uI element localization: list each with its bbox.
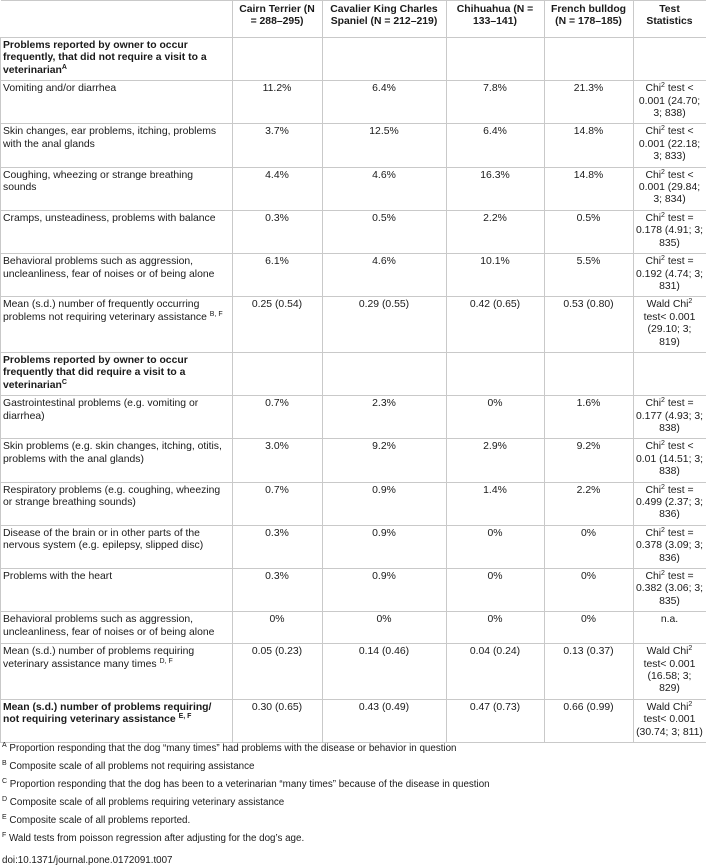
value-cell: 16.3% bbox=[447, 167, 545, 210]
footnote bbox=[2, 761, 706, 773]
section-label-text: Problems reported by owner to occur frequently that did require a visit to a veterinarian bbox=[3, 355, 188, 391]
test-result: test = 0.178 (4.91; 3; 835) bbox=[636, 213, 703, 249]
footnote-text: Proportion responding that the dog “many times” had problems with the disease or behavior in question bbox=[9, 743, 456, 754]
value-cell: 6.1% bbox=[233, 254, 323, 297]
superscript-two: 2 bbox=[661, 125, 665, 132]
value-cell: 1.6% bbox=[545, 396, 634, 439]
test-statistic-cell bbox=[634, 396, 706, 439]
value-cell: 0.5% bbox=[545, 210, 634, 253]
value-cell: 0.05 (0.23) bbox=[233, 644, 323, 700]
footnote-text: Composite scale of all problems not requiring assistance bbox=[9, 761, 254, 772]
test-statistic-cell bbox=[634, 644, 706, 700]
section-label bbox=[1, 38, 233, 81]
section-row bbox=[1, 352, 706, 395]
footnote-marker: C bbox=[62, 379, 67, 386]
test-result: test = 0.177 (4.93; 3; 838) bbox=[636, 398, 703, 434]
value-cell: 0.13 (0.37) bbox=[545, 644, 634, 700]
test-name: Chi bbox=[645, 398, 661, 409]
superscript-two: 2 bbox=[688, 645, 692, 652]
table-body bbox=[1, 38, 706, 743]
test-statistic-cell bbox=[634, 81, 706, 124]
footnote-marker: E, F bbox=[179, 713, 192, 720]
superscript-two: 2 bbox=[661, 397, 665, 404]
test-statistic-cell bbox=[634, 167, 706, 210]
test-statistic-cell bbox=[634, 699, 706, 742]
row-label bbox=[1, 124, 233, 167]
row-label bbox=[1, 297, 233, 353]
value-cell: 0.14 (0.46) bbox=[323, 644, 447, 700]
superscript-two: 2 bbox=[661, 169, 665, 176]
value-cell: 0.3% bbox=[233, 210, 323, 253]
footnote-marker: B, F bbox=[210, 311, 223, 318]
row-label-text: Problems with the heart bbox=[3, 571, 112, 582]
row-label bbox=[1, 644, 233, 700]
value-cell: 12.5% bbox=[323, 124, 447, 167]
table-row bbox=[1, 644, 706, 700]
footnote-marker: A bbox=[62, 64, 67, 71]
row-label-text: Behavioral problems such as aggression, uncleanliness, fear of noises or of being alone bbox=[3, 256, 214, 279]
table-row bbox=[1, 210, 706, 253]
test-name: Chi bbox=[645, 83, 661, 94]
test-result: test< 0.001 (30.74; 3; 811) bbox=[636, 714, 703, 737]
row-label-text: Gastrointestinal problems (e.g. vomiting or diarrhea) bbox=[3, 398, 198, 421]
row-label-text: Disease of the brain or in other parts of the nervous system (e.g. epilepsy, slipped disc) bbox=[3, 528, 203, 551]
row-label bbox=[1, 612, 233, 644]
value-cell: 0% bbox=[447, 525, 545, 568]
table-row bbox=[1, 124, 706, 167]
superscript-two: 2 bbox=[661, 484, 665, 491]
value-cell: 0% bbox=[447, 612, 545, 644]
test-result: test = 0.192 (4.74; 3; 831) bbox=[636, 256, 703, 292]
value-cell: 7.8% bbox=[447, 81, 545, 124]
test-result: test < 0.01 (14.51; 3; 838) bbox=[636, 441, 703, 477]
test-name: Wald Chi bbox=[647, 646, 689, 657]
footnote-letter: D bbox=[2, 796, 7, 803]
row-label-text: Cramps, unsteadiness, problems with balance bbox=[3, 213, 216, 224]
table-row bbox=[1, 569, 706, 612]
section-label-text: Problems reported by owner to occur frequently, that did not require a visit to a veterinarian bbox=[3, 40, 207, 76]
footnote-letter: A bbox=[2, 742, 7, 749]
row-label bbox=[1, 439, 233, 482]
row-label bbox=[1, 167, 233, 210]
row-label-text: Skin problems (e.g. skin changes, itching, otitis, problems with the anal glands) bbox=[3, 441, 222, 464]
value-cell: 0% bbox=[545, 569, 634, 612]
row-label-text: Coughing, wheezing or strange breathing sounds bbox=[3, 170, 193, 193]
value-cell: 2.2% bbox=[447, 210, 545, 253]
row-label-text: Behavioral problems such as aggression, uncleanliness, fear of noises or of being alone bbox=[3, 614, 214, 637]
header-cell: Chihuahua (N = 133–141) bbox=[447, 1, 545, 38]
superscript-two: 2 bbox=[688, 298, 692, 305]
value-cell: 0% bbox=[447, 569, 545, 612]
value-cell: 0.43 (0.49) bbox=[323, 699, 447, 742]
footnote bbox=[2, 779, 706, 791]
test-statistic-cell bbox=[634, 124, 706, 167]
row-label-text: Mean (s.d.) number of problems requiring/ not requiring veterinary assistance bbox=[3, 702, 211, 725]
header-cell: French bulldog (N = 178–185) bbox=[545, 1, 634, 38]
value-cell: 0% bbox=[545, 525, 634, 568]
test-result: test < 0.001 (29.84; 3; 834) bbox=[639, 170, 700, 206]
test-statistic-cell bbox=[634, 525, 706, 568]
test-name: Chi bbox=[645, 441, 661, 452]
test-name: Chi bbox=[645, 213, 661, 224]
section-row bbox=[1, 38, 706, 81]
value-cell: 0.7% bbox=[233, 396, 323, 439]
test-statistic-cell bbox=[634, 482, 706, 525]
value-cell: 0% bbox=[447, 396, 545, 439]
value-cell: 0.7% bbox=[233, 482, 323, 525]
footnote bbox=[2, 797, 706, 809]
empty-cell bbox=[447, 38, 545, 81]
value-cell: 9.2% bbox=[545, 439, 634, 482]
test-name: Chi bbox=[645, 126, 661, 137]
value-cell: 2.9% bbox=[447, 439, 545, 482]
empty-cell bbox=[545, 38, 634, 81]
row-label bbox=[1, 81, 233, 124]
test-result: test < 0.001 (24.70; 3; 838) bbox=[639, 83, 700, 119]
superscript-two: 2 bbox=[688, 701, 692, 708]
footnote bbox=[2, 833, 706, 845]
footnote bbox=[2, 743, 706, 755]
value-cell: 2.3% bbox=[323, 396, 447, 439]
table-row bbox=[1, 297, 706, 353]
row-label-text: Respiratory problems (e.g. coughing, wheezing or strange breathing sounds) bbox=[3, 485, 220, 508]
table-row bbox=[1, 525, 706, 568]
row-label-text: Mean (s.d.) number of frequently occurring problems not requiring veterinary assistance bbox=[3, 299, 207, 322]
table-row bbox=[1, 612, 706, 644]
value-cell: 1.4% bbox=[447, 482, 545, 525]
test-statistic-cell bbox=[634, 439, 706, 482]
test-name: Wald Chi bbox=[647, 702, 689, 713]
footnote-text: Composite scale of all problems reported. bbox=[9, 815, 190, 826]
footnote-text: Composite scale of all problems requiring veterinary assistance bbox=[10, 797, 284, 808]
row-label bbox=[1, 396, 233, 439]
value-cell: 0% bbox=[323, 612, 447, 644]
table-row bbox=[1, 396, 706, 439]
row-label bbox=[1, 254, 233, 297]
value-cell: 6.4% bbox=[447, 124, 545, 167]
test-result: test = 0.382 (3.06; 3; 835) bbox=[636, 571, 703, 607]
header-cell bbox=[1, 1, 233, 38]
test-name: Chi bbox=[645, 485, 661, 496]
value-cell: 10.1% bbox=[447, 254, 545, 297]
test-statistic-cell bbox=[634, 297, 706, 353]
header-cell: Cavalier King Charles Spaniel (N = 212–219) bbox=[323, 1, 447, 38]
test-name: n.a. bbox=[661, 614, 678, 625]
header-row bbox=[1, 1, 706, 38]
empty-cell bbox=[233, 352, 323, 395]
empty-cell bbox=[634, 38, 706, 81]
test-result: test = 0.499 (2.37; 3; 836) bbox=[636, 485, 703, 521]
footnotes bbox=[2, 743, 706, 844]
value-cell: 5.5% bbox=[545, 254, 634, 297]
value-cell: 0.30 (0.65) bbox=[233, 699, 323, 742]
value-cell: 0.5% bbox=[323, 210, 447, 253]
test-statistic-cell bbox=[634, 254, 706, 297]
value-cell: 9.2% bbox=[323, 439, 447, 482]
test-name: Wald Chi bbox=[647, 299, 689, 310]
value-cell: 0.9% bbox=[323, 482, 447, 525]
superscript-two: 2 bbox=[661, 255, 665, 262]
footnote-text: Proportion responding that the dog has been to a veterinarian “many times” because of the disease in question bbox=[10, 779, 490, 790]
value-cell: 0.53 (0.80) bbox=[545, 297, 634, 353]
row-label bbox=[1, 525, 233, 568]
value-cell: 14.8% bbox=[545, 167, 634, 210]
test-statistic-cell bbox=[634, 569, 706, 612]
row-label-text: Skin changes, ear problems, itching, problems with the anal glands bbox=[3, 126, 216, 149]
value-cell: 2.2% bbox=[545, 482, 634, 525]
row-label bbox=[1, 699, 233, 742]
row-label bbox=[1, 569, 233, 612]
value-cell: 6.4% bbox=[323, 81, 447, 124]
value-cell: 0.9% bbox=[323, 525, 447, 568]
value-cell: 0.47 (0.73) bbox=[447, 699, 545, 742]
test-statistic-cell bbox=[634, 210, 706, 253]
test-name: Chi bbox=[645, 170, 661, 181]
superscript-two: 2 bbox=[661, 527, 665, 534]
table-row bbox=[1, 254, 706, 297]
footnote-text: Wald tests from poisson regression after adjusting for the dog’s age. bbox=[9, 833, 304, 844]
test-result: test< 0.001 (29.10; 3; 819) bbox=[644, 312, 696, 348]
doi-text: doi:10.1371/journal.pone.0172091.t007 bbox=[2, 855, 706, 866]
row-label-text: Mean (s.d.) number of problems requiring veterinary assistance many times bbox=[3, 646, 194, 669]
value-cell: 0.29 (0.55) bbox=[323, 297, 447, 353]
test-result: test < 0.001 (22.18; 3; 833) bbox=[639, 126, 700, 162]
empty-cell bbox=[323, 38, 447, 81]
test-result: test = 0.378 (3.09; 3; 836) bbox=[636, 528, 703, 564]
value-cell: 0.66 (0.99) bbox=[545, 699, 634, 742]
value-cell: 0% bbox=[545, 612, 634, 644]
value-cell: 0.3% bbox=[233, 525, 323, 568]
value-cell: 0.9% bbox=[323, 569, 447, 612]
value-cell: 0.3% bbox=[233, 569, 323, 612]
test-result: test< 0.001 (16.58; 3; 829) bbox=[644, 659, 696, 695]
test-statistic-cell bbox=[634, 612, 706, 644]
empty-cell bbox=[447, 352, 545, 395]
superscript-two: 2 bbox=[661, 212, 665, 219]
footnote-letter: C bbox=[2, 778, 7, 785]
footnote bbox=[2, 815, 706, 827]
superscript-two: 2 bbox=[661, 440, 665, 447]
value-cell: 4.6% bbox=[323, 167, 447, 210]
table-row bbox=[1, 699, 706, 742]
table-row bbox=[1, 439, 706, 482]
value-cell: 3.0% bbox=[233, 439, 323, 482]
value-cell: 0.04 (0.24) bbox=[447, 644, 545, 700]
section-label bbox=[1, 352, 233, 395]
row-label-text: Vomiting and/or diarrhea bbox=[3, 83, 116, 94]
value-cell: 0% bbox=[233, 612, 323, 644]
test-name: Chi bbox=[645, 571, 661, 582]
value-cell: 21.3% bbox=[545, 81, 634, 124]
superscript-two: 2 bbox=[661, 570, 665, 577]
table-row bbox=[1, 482, 706, 525]
empty-cell bbox=[634, 352, 706, 395]
header-cell: Test Statistics bbox=[634, 1, 706, 38]
value-cell: 0.25 (0.54) bbox=[233, 297, 323, 353]
value-cell: 11.2% bbox=[233, 81, 323, 124]
header-cell: Cairn Terrier (N = 288–295) bbox=[233, 1, 323, 38]
superscript-two: 2 bbox=[661, 82, 665, 89]
test-name: Chi bbox=[645, 528, 661, 539]
value-cell: 14.8% bbox=[545, 124, 634, 167]
value-cell: 3.7% bbox=[233, 124, 323, 167]
empty-cell bbox=[323, 352, 447, 395]
row-label bbox=[1, 482, 233, 525]
footnote-letter: F bbox=[2, 832, 6, 839]
value-cell: 4.4% bbox=[233, 167, 323, 210]
footnote-marker: D, F bbox=[160, 658, 173, 665]
table-row bbox=[1, 167, 706, 210]
empty-cell bbox=[233, 38, 323, 81]
test-name: Chi bbox=[645, 256, 661, 267]
row-label bbox=[1, 210, 233, 253]
value-cell: 4.6% bbox=[323, 254, 447, 297]
empty-cell bbox=[545, 352, 634, 395]
table-row bbox=[1, 81, 706, 124]
value-cell: 0.42 (0.65) bbox=[447, 297, 545, 353]
footnote-letter: E bbox=[2, 814, 7, 821]
footnote-letter: B bbox=[2, 760, 7, 767]
